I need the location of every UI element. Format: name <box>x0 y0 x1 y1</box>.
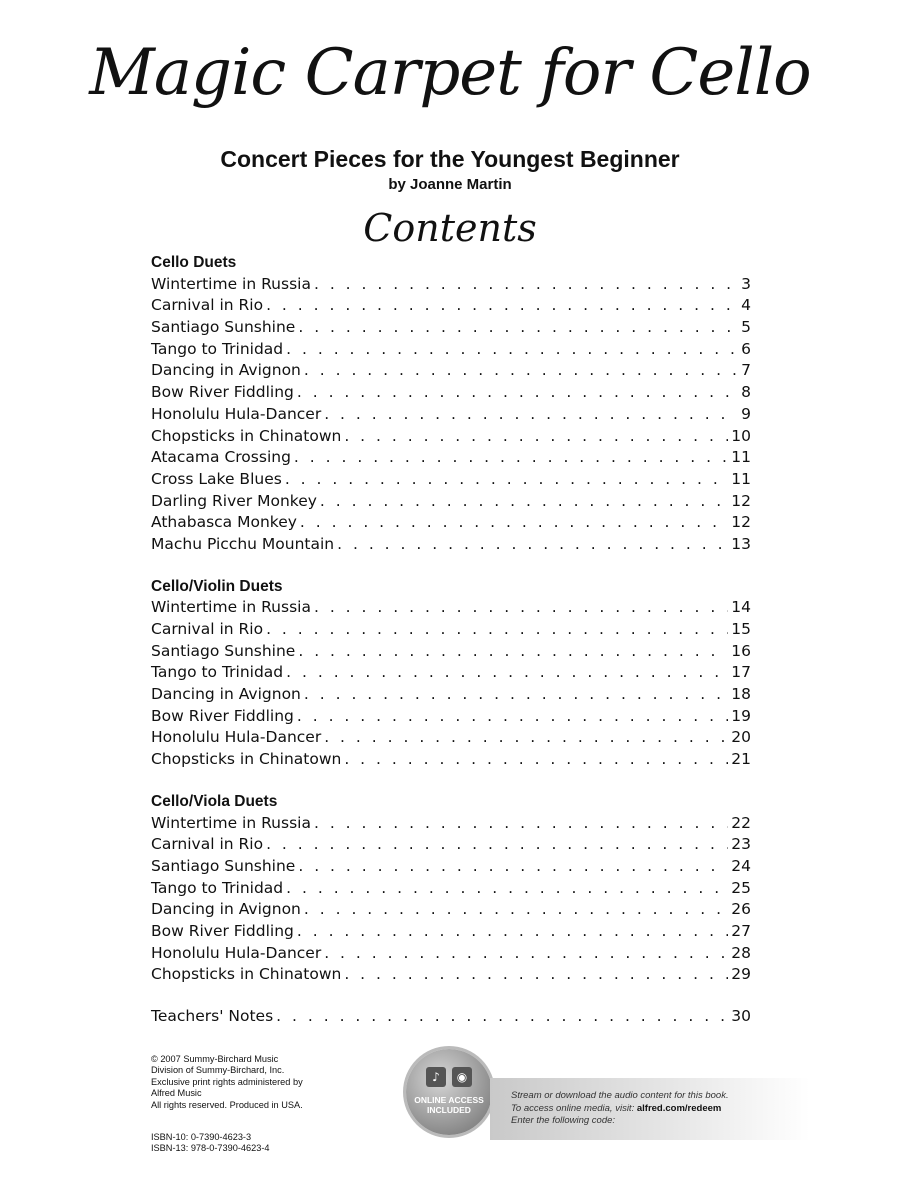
dot-leader <box>324 404 738 426</box>
isbn-block <box>151 1132 391 1155</box>
entry-page-number: 11 <box>731 448 751 467</box>
dot-leader <box>314 813 728 835</box>
dot-leader <box>266 834 728 856</box>
toc-entry[interactable] <box>151 834 751 856</box>
dot-leader <box>324 943 728 965</box>
toc-entry[interactable] <box>151 339 751 361</box>
entry-page-number: 20 <box>731 728 751 747</box>
toc-entry[interactable] <box>151 360 751 382</box>
entry-page-number: 25 <box>731 878 751 897</box>
entry-page-number: 23 <box>731 835 751 854</box>
dot-leader <box>266 619 728 641</box>
toc-entry[interactable] <box>151 426 751 448</box>
toc-entry[interactable] <box>151 943 751 965</box>
toc-entry[interactable] <box>151 404 751 426</box>
contents-heading: Contents <box>363 206 537 250</box>
toc-section <box>151 252 751 556</box>
copyright-line: Exclusive print rights administered by <box>151 1076 303 1087</box>
media-line-1: Stream or download the audio content for this book. <box>511 1090 729 1101</box>
badge-line-2: INCLUDED <box>427 1105 471 1115</box>
toc-entry[interactable] <box>151 295 751 317</box>
section-heading: Cello/Viola Duets <box>151 792 278 810</box>
entry-page-number: 12 <box>731 491 751 510</box>
toc-entry[interactable] <box>151 706 751 728</box>
toc-entry[interactable] <box>151 274 751 296</box>
entry-page-number: 27 <box>731 921 751 940</box>
dot-leader <box>314 597 728 619</box>
redeem-link[interactable]: alfred.com/redeem <box>636 1102 722 1114</box>
entry-page-number: 11 <box>731 469 751 488</box>
book-subtitle: Concert Pieces for the Youngest Beginner <box>220 146 680 172</box>
book-author: by Joanne Martin <box>388 176 512 193</box>
dot-leader <box>286 339 738 361</box>
toc-entry[interactable] <box>151 899 751 921</box>
dot-leader <box>297 921 728 943</box>
entry-title: Atacama Crossing <box>151 448 291 467</box>
entry-page-number: 24 <box>731 856 751 875</box>
entry-title: Dancing in Avignon <box>151 361 301 380</box>
toc-entry[interactable] <box>151 512 751 534</box>
dot-leader <box>304 684 728 706</box>
entry-title: Honolulu Hula-Dancer <box>151 943 322 962</box>
section-heading: Cello Duets <box>151 254 237 271</box>
badge-label <box>406 1095 492 1115</box>
copyright-line: All rights reserved. Produced in USA. <box>151 1099 303 1110</box>
entry-page-number: 18 <box>731 685 751 704</box>
copyright-line: Division of Summy-Birchard, Inc. <box>151 1065 285 1076</box>
entry-title: Wintertime in Russia <box>151 598 311 617</box>
entry-page-number: 29 <box>731 965 751 984</box>
toc-entry[interactable] <box>151 878 751 900</box>
entry-title: Tango to Trinidad <box>151 339 284 358</box>
toc-entry[interactable] <box>151 727 751 749</box>
dot-leader <box>297 382 738 404</box>
media-line-3: Enter the following code: <box>511 1115 616 1126</box>
entry-title: Teachers' Notes <box>151 1007 274 1025</box>
entry-page-number: 9 <box>741 404 751 423</box>
entry-title: Honolulu Hula-Dancer <box>151 728 322 747</box>
entry-title: Carnival in Rio <box>151 835 264 854</box>
copyright-line: Alfred Music <box>151 1088 202 1099</box>
toc-entry[interactable] <box>151 662 751 684</box>
entry-title: Athabasca Monkey <box>151 513 297 532</box>
audio-disc-icon: ◉ <box>452 1067 472 1087</box>
entry-page-number: 8 <box>741 383 751 402</box>
entry-title: Bow River Fiddling <box>151 706 294 725</box>
entry-title: Carnival in Rio <box>151 620 264 638</box>
toc-entry[interactable] <box>151 921 751 943</box>
toc-section <box>151 576 751 771</box>
entry-title: Tango to Trinidad <box>151 878 284 897</box>
entry-page-number: 17 <box>731 663 751 682</box>
entry-title: Dancing in Avignon <box>151 685 301 704</box>
dot-leader <box>344 426 728 448</box>
entry-title: Bow River Fiddling <box>151 921 294 940</box>
entry-title: Santiago Sunshine <box>151 318 296 337</box>
entry-title: Machu Picchu Mountain <box>151 534 335 553</box>
entry-title: Darling River Monkey <box>151 491 317 510</box>
entry-title: Chopsticks in Chinatown <box>151 426 342 445</box>
toc-entry[interactable] <box>151 382 751 404</box>
dot-leader <box>286 878 728 900</box>
dot-leader <box>298 856 728 878</box>
dot-leader <box>276 1006 728 1028</box>
entry-page-number: 26 <box>731 900 751 919</box>
toc-entry[interactable] <box>151 469 751 491</box>
dot-leader <box>300 512 728 534</box>
toc-section <box>151 1006 751 1028</box>
dot-leader <box>286 662 728 684</box>
entry-title: Santiago Sunshine <box>151 856 296 875</box>
toc-section <box>151 791 751 986</box>
dot-leader <box>298 317 738 339</box>
toc-entry[interactable] <box>151 813 751 835</box>
toc-entry[interactable] <box>151 856 751 878</box>
dot-leader <box>344 749 728 771</box>
speaker-icon: ♪ <box>426 1067 446 1087</box>
copyright-notice <box>151 1054 391 1111</box>
dot-leader <box>324 727 728 749</box>
entry-page-number: 7 <box>741 361 751 380</box>
media-line-2 <box>511 1103 810 1116</box>
entry-page-number: 30 <box>731 1007 751 1025</box>
entry-title: Wintertime in Russia <box>151 813 311 832</box>
entry-title: Santiago Sunshine <box>151 641 296 660</box>
entry-title: Dancing in Avignon <box>151 900 301 919</box>
entry-title: Bow River Fiddling <box>151 383 294 402</box>
entry-page-number: 19 <box>731 706 751 725</box>
dot-leader <box>337 534 728 556</box>
isbn-13: ISBN-13: 978-0-7390-4623-4 <box>151 1143 270 1154</box>
entry-page-number: 12 <box>731 513 751 532</box>
dot-leader <box>304 360 738 382</box>
section-heading: Cello/Violin Duets <box>151 577 283 595</box>
book-title: Magic Carpet for Cello <box>89 36 811 110</box>
media-line-2-prefix: To access online media, visit: <box>511 1102 635 1114</box>
entry-title: Carnival in Rio <box>151 296 264 315</box>
dot-leader <box>304 899 728 921</box>
toc-entry[interactable] <box>151 447 751 469</box>
table-of-contents <box>151 252 751 1048</box>
entry-page-number: 16 <box>731 641 751 660</box>
entry-page-number: 28 <box>731 943 751 962</box>
toc-entry[interactable] <box>151 1006 751 1028</box>
entry-page-number: 13 <box>731 534 751 553</box>
entry-title: Wintertime in Russia <box>151 274 311 293</box>
entry-page-number: 10 <box>731 426 751 445</box>
entry-page-number: 15 <box>731 620 751 638</box>
toc-entry[interactable] <box>151 619 751 641</box>
online-media-info <box>490 1078 810 1140</box>
entry-page-number: 6 <box>741 339 751 358</box>
dot-leader <box>285 469 728 491</box>
dot-leader <box>320 491 728 513</box>
dot-leader <box>298 641 728 663</box>
entry-page-number: 5 <box>741 318 751 337</box>
entry-page-number: 21 <box>731 750 751 769</box>
toc-entry[interactable] <box>151 749 751 771</box>
dot-leader <box>266 295 738 317</box>
entry-title: Cross Lake Blues <box>151 469 282 488</box>
dot-leader <box>294 447 728 469</box>
dot-leader <box>297 706 728 728</box>
toc-entry[interactable] <box>151 964 751 986</box>
dot-leader <box>344 964 728 986</box>
entry-page-number: 14 <box>731 598 751 617</box>
entry-title: Honolulu Hula-Dancer <box>151 404 322 423</box>
toc-entry[interactable] <box>151 491 751 513</box>
toc-entry[interactable] <box>151 534 751 556</box>
dot-leader <box>314 274 738 296</box>
entry-page-number: 22 <box>731 813 751 832</box>
entry-page-number: 4 <box>741 296 751 315</box>
toc-entry[interactable] <box>151 684 751 706</box>
toc-entry[interactable] <box>151 317 751 339</box>
toc-entry[interactable] <box>151 597 751 619</box>
online-access-badge <box>406 1049 492 1135</box>
copyright-line: © 2007 Summy-Birchard Music <box>151 1054 279 1064</box>
entry-title: Chopsticks in Chinatown <box>151 965 342 984</box>
toc-entry[interactable] <box>151 641 751 663</box>
entry-title: Chopsticks in Chinatown <box>151 750 342 769</box>
badge-line-1: ONLINE ACCESS <box>414 1095 484 1105</box>
isbn-10: ISBN-10: 0-7390-4623-3 <box>151 1132 252 1142</box>
entry-page-number: 3 <box>741 274 751 293</box>
entry-title: Tango to Trinidad <box>151 663 284 682</box>
